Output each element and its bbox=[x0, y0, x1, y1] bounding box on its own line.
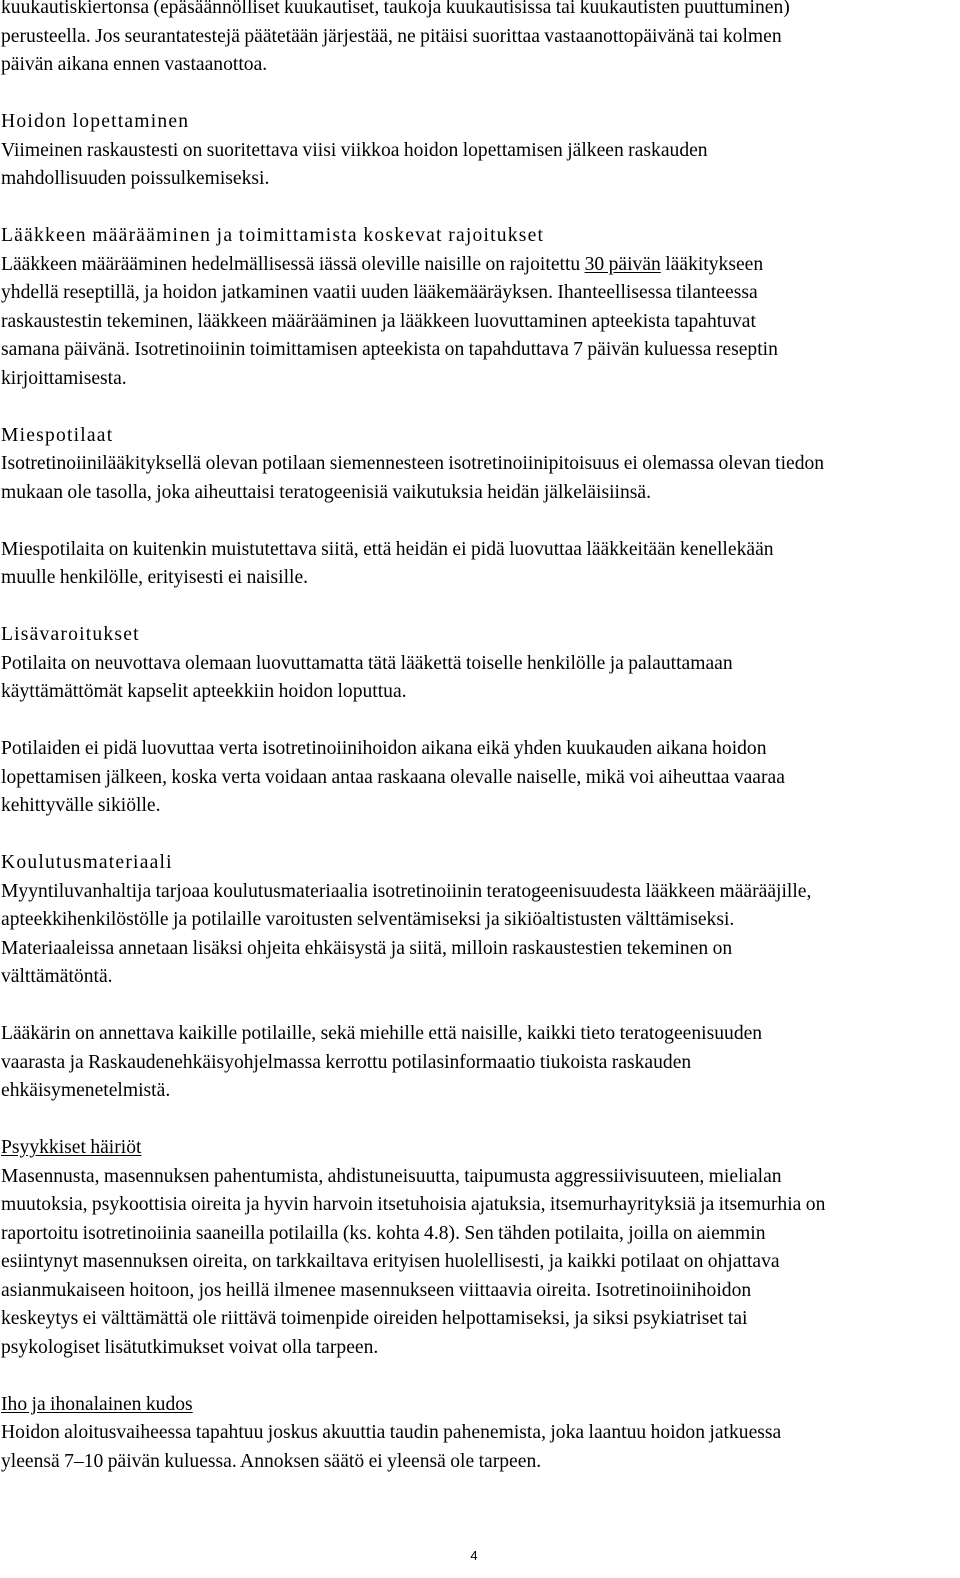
paragraph-line: asianmukaiseen hoitoon, jos heillä ilmenee masennukseen viittaavia oireita. Isotretinoiinihoidon bbox=[1, 1279, 752, 1301]
paragraph-line: apteekkihenkilöstölle ja potilaille varoitusten selventämiseksi ja sikiöaltistusten välttämiseksi. bbox=[1, 909, 735, 930]
paragraph-line: lopettamisen jälkeen, koska verta voidaan antaa raskaana olevalle naiselle, mikä voi aiheuttaa vaaraa bbox=[1, 766, 785, 788]
paragraph-line: raportoitu isotretinoiinia saaneilla potilailla (ks. kohta 4.8). Sen tähden potilaita, joilla on aiemmin bbox=[1, 1222, 766, 1244]
paragraph-line: psykologiset lisätutkimukset voivat olla tarpeen. bbox=[1, 1336, 379, 1358]
section-heading-rajoitukset: Lääkkeen määrääminen ja toimittamista koskevat rajoitukset bbox=[1, 225, 545, 246]
paragraph-line: Myyntiluvanhaltija tarjoaa koulutusmateriaalia isotretinoiinin teratogeenisuudesta lääkkeen määrääjille, bbox=[1, 880, 812, 902]
paragraph-line: Miespotilaita on kuitenkin muistutettava siitä, että heidän ei pidä luovuttaa lääkkeitään kenellekään bbox=[1, 538, 774, 560]
text-run: lääkitykseen bbox=[660, 253, 764, 275]
paragraph-line: mahdollisuuden poissulkemiseksi. bbox=[1, 168, 270, 189]
section-heading-iho: Iho ja ihonalainen kudos bbox=[1, 1393, 193, 1415]
text-run: Lääkkeen määrääminen hedelmällisessä iässä oleville naisille on rajoitettu bbox=[1, 253, 585, 275]
paragraph-line: kirjoittamisesta. bbox=[1, 367, 127, 389]
paragraph-line: Lääkärin on annettava kaikille potilaille, sekä miehille että naisille, kaikki tieto teratogeenisuuden bbox=[1, 1023, 763, 1044]
paragraph-line: yleensä 7–10 päivän kuluessa. Annoksen säätö ei yleensä ole tarpeen. bbox=[1, 1450, 542, 1472]
section-heading-koulutusmateriaali: Koulutusmateriaali bbox=[1, 852, 173, 873]
paragraph-line: muutoksia, psykoottisia oireita ja hyvin harvoin itsetuhoisia ajatuksia, itsemurhayrityksiä ja itsemurhia on bbox=[1, 1194, 826, 1215]
paragraph-line: muulle henkilölle, erityisesti ei naisille. bbox=[1, 567, 309, 588]
paragraph-line: Masennusta, masennuksen pahentumista, ahdistuneisuutta, taipumusta aggressiivisuuteen, mielialan bbox=[1, 1165, 782, 1187]
section-heading-psyykkiset-hairiot: Psyykkiset häiriöt bbox=[1, 1137, 142, 1158]
paragraph-line: Potilaiden ei pidä luovuttaa verta isotretinoiinihoidon aikana eikä yhden kuukauden aikana hoidon bbox=[1, 738, 767, 759]
intro-line: kuukautiskiertonsa (epäsäännölliset kuukautiset, taukoja kuukautisissa tai kuukautisten puuttuminen) bbox=[1, 0, 790, 18]
intro-line: perusteella. Jos seurantatestejä päätetään järjestää, ne pitäisi suorittaa vastaanottopäivänä tai kolmen bbox=[1, 25, 782, 47]
paragraph-line: Viimeinen raskaustesti on suoritettava viisi viikkoa hoidon lopettamisen jälkeen raskauden bbox=[1, 139, 708, 161]
paragraph-line: ehkäisymenetelmistä. bbox=[1, 1080, 171, 1101]
paragraph-line: Isotretinoiinilääkityksellä olevan potilaan siemennesteen isotretinoiinipitoisuus ei olemassa olevan tiedon bbox=[1, 453, 825, 474]
paragraph-line: käyttämättömät kapselit apteekkiin hoidon loputtua. bbox=[1, 681, 407, 702]
intro-line: päivän aikana ennen vastaanottoa. bbox=[1, 54, 268, 75]
paragraph-line: samana päivänä. Isotretinoiinin toimittamisen apteekista on tapahduttava 7 päivän kuluessa reseptin bbox=[1, 339, 778, 360]
section-heading-miespotilaat: Miespotilaat bbox=[1, 424, 114, 446]
paragraph-line: keskeytys ei välttämättä ole riittävä toimenpide oireiden helpottamiseksi, ja siksi psykiatriset tai bbox=[1, 1308, 748, 1329]
paragraph-line: Potilaita on neuvottava olemaan luovuttamatta tätä lääkettä toiselle henkilölle ja palauttamaan bbox=[1, 652, 733, 674]
page-number: 4 bbox=[470, 1548, 478, 1563]
underlined-duration: 30 päivän bbox=[584, 253, 661, 275]
paragraph-line: Hoidon aloitusvaiheessa tapahtuu joskus akuuttia taudin pahenemista, joka laantuu hoidon jatkuessa bbox=[1, 1422, 782, 1443]
paragraph-line: vaarasta ja Raskaudenehkäisyohjelmassa kerrottu potilasinformaatio tiukoista raskauden bbox=[1, 1051, 692, 1073]
paragraph-line: yhdellä reseptillä, ja hoidon jatkaminen vaatii uuden lääkemääräyksen. Ihanteellisessa tilanteessa bbox=[1, 282, 758, 303]
section-heading-lisavaroitukset: Lisävaroitukset bbox=[1, 624, 140, 645]
paragraph-line: esiintynyt masennuksen oireita, on tarkkailtava erityisen huolellisesti, ja kaikki potilaat on ohjattava bbox=[1, 1251, 780, 1272]
paragraph-line: mukaan ole tasolla, joka aiheuttaisi teratogeenisiä vaikutuksia heidän jälkeläisiinsä. bbox=[1, 481, 652, 503]
section-heading-hoidon-lopettaminen: Hoidon lopettaminen bbox=[1, 111, 190, 132]
paragraph-line: kehittyvälle sikiölle. bbox=[1, 795, 161, 816]
paragraph-line: välttämätöntä. bbox=[1, 966, 113, 987]
paragraph-line: raskaustestin tekeminen, lääkkeen määrääminen ja lääkkeen luovuttaminen apteekista tapahtuvat bbox=[1, 310, 756, 332]
paragraph-line bbox=[1, 251, 956, 280]
paragraph-line: Materiaaleissa annetaan lisäksi ohjeita ehkäisystä ja siitä, milloin raskaustestien tekeminen on bbox=[1, 937, 733, 959]
